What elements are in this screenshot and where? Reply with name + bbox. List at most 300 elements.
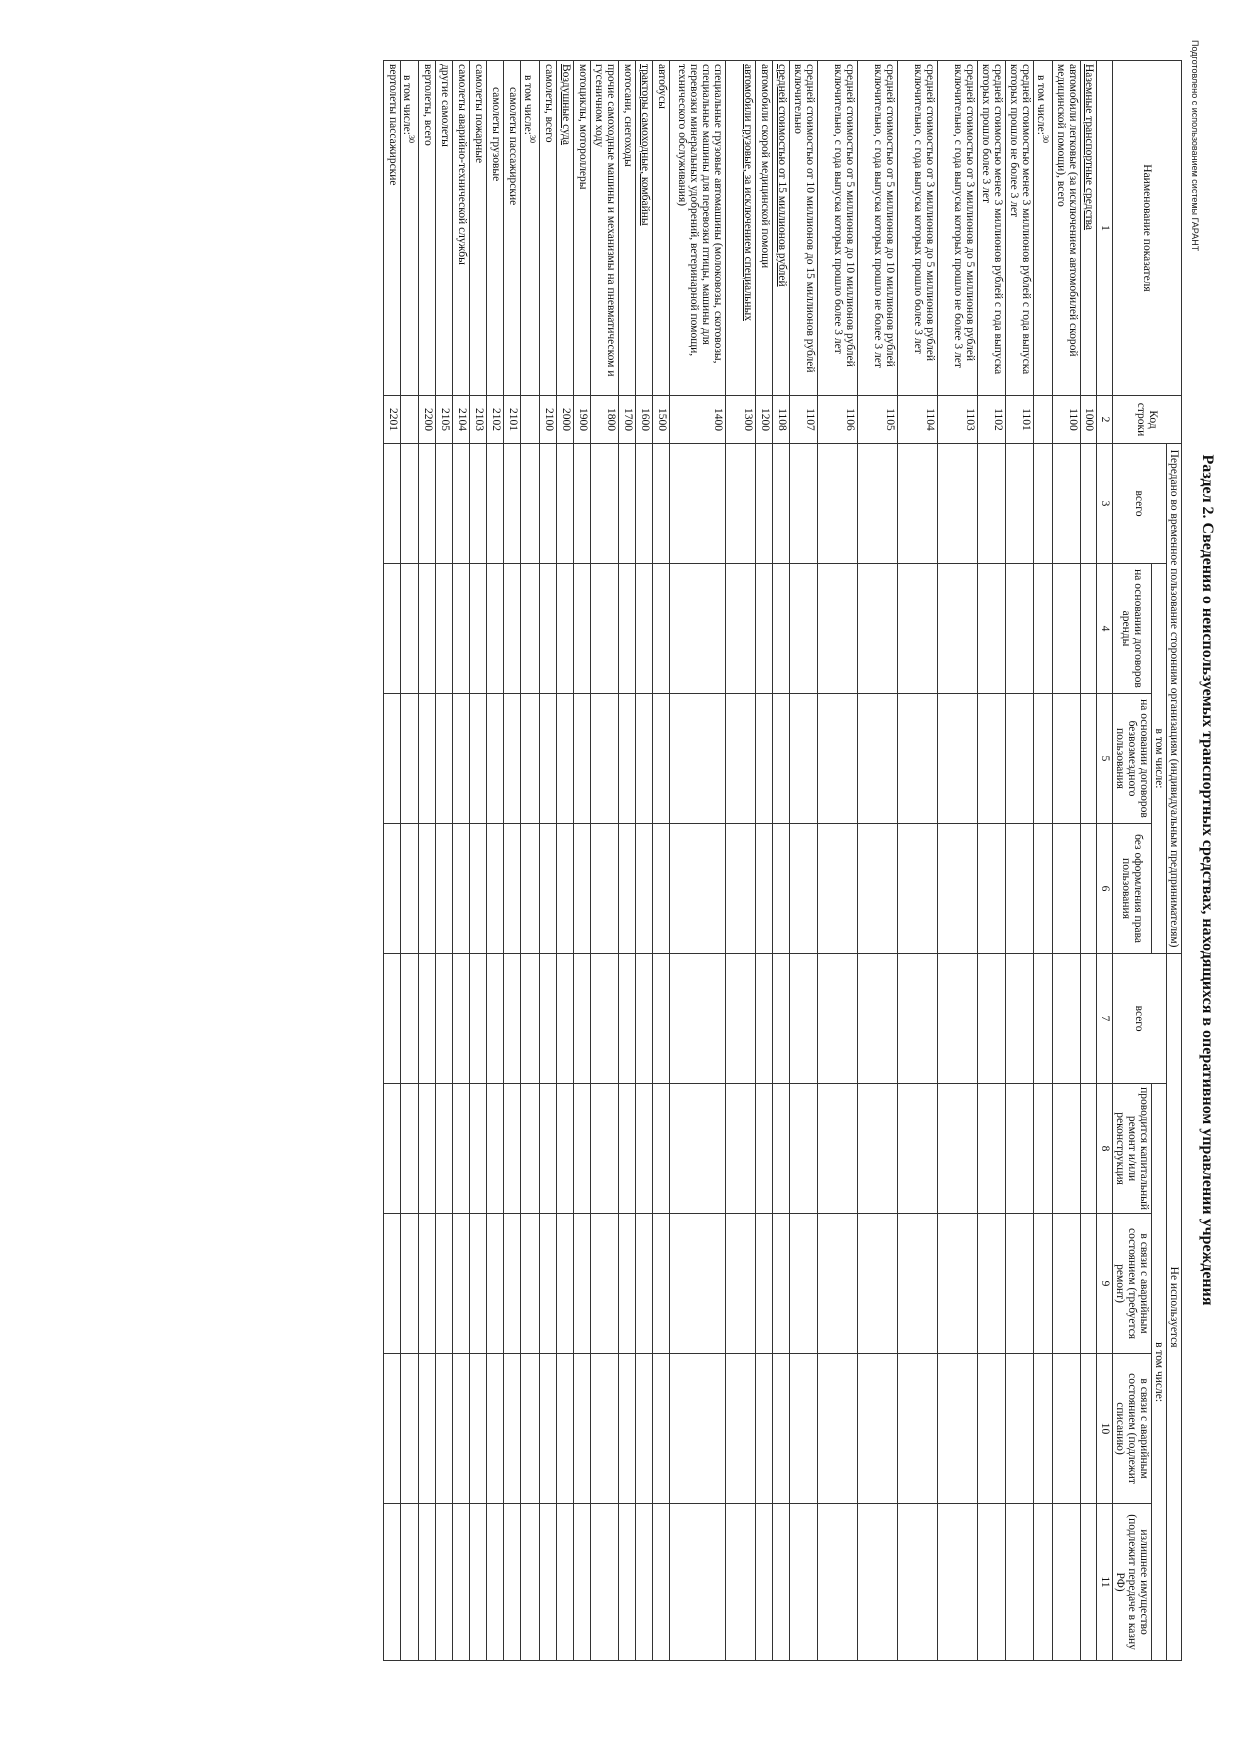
value-cell[interactable] <box>818 954 858 1084</box>
row-name-text: средней стоимостью от 3 миллионов до 5 миллионов рублей включительно, с года выпуска которых прошло не более 3 лет <box>952 64 977 368</box>
value-cell[interactable] <box>383 694 400 824</box>
value-cell[interactable] <box>574 1504 591 1661</box>
value-cell[interactable] <box>773 954 790 1084</box>
value-cell[interactable] <box>521 1084 540 1214</box>
value-cell[interactable] <box>653 824 670 954</box>
value-cell[interactable] <box>470 1354 487 1504</box>
value-cell[interactable] <box>470 694 487 824</box>
value-cell[interactable] <box>773 444 790 564</box>
value-cell[interactable] <box>383 1504 400 1661</box>
value-cell[interactable] <box>574 1214 591 1354</box>
value-cell[interactable] <box>470 1214 487 1354</box>
value-cell[interactable] <box>619 954 636 1084</box>
value-cell[interactable] <box>540 694 557 824</box>
value-cell[interactable] <box>574 1354 591 1504</box>
value-cell[interactable] <box>383 824 400 954</box>
value-cell[interactable] <box>1053 694 1081 824</box>
value-cell[interactable] <box>898 1084 938 1214</box>
value-cell[interactable] <box>670 694 726 824</box>
value-cell[interactable] <box>591 1354 619 1504</box>
value-cell[interactable] <box>1053 1214 1081 1354</box>
value-cell[interactable] <box>383 444 400 564</box>
value-cell[interactable] <box>591 954 619 1084</box>
value-cell[interactable] <box>487 694 504 824</box>
value-cell[interactable] <box>756 1084 773 1214</box>
value-cell[interactable] <box>419 694 436 824</box>
value-cell[interactable] <box>557 564 574 694</box>
value-cell[interactable] <box>591 1504 619 1661</box>
value-cell[interactable] <box>653 1504 670 1661</box>
value-cell[interactable] <box>773 1504 790 1661</box>
value-cell[interactable] <box>726 1084 756 1214</box>
value-cell[interactable] <box>400 694 419 824</box>
value-cell[interactable] <box>419 824 436 954</box>
value-cell[interactable] <box>773 1354 790 1504</box>
value-cell[interactable] <box>773 694 790 824</box>
value-cell[interactable] <box>470 564 487 694</box>
value-cell[interactable] <box>504 824 521 954</box>
value-cell[interactable] <box>756 694 773 824</box>
value-cell[interactable] <box>978 1354 1006 1504</box>
value-cell[interactable] <box>521 564 540 694</box>
value-cell[interactable] <box>938 824 978 954</box>
value-cell[interactable] <box>636 444 653 564</box>
value-cell[interactable] <box>726 824 756 954</box>
value-cell[interactable] <box>591 694 619 824</box>
value-cell[interactable] <box>1034 1084 1053 1214</box>
value-cell[interactable] <box>436 1504 453 1661</box>
value-cell[interactable] <box>653 954 670 1084</box>
value-cell[interactable] <box>1081 1354 1097 1504</box>
value-cell[interactable] <box>504 1084 521 1214</box>
value-cell[interactable] <box>1006 444 1034 564</box>
value-cell[interactable] <box>453 694 470 824</box>
value-cell[interactable] <box>670 824 726 954</box>
value-cell[interactable] <box>521 954 540 1084</box>
value-cell[interactable] <box>818 564 858 694</box>
value-cell[interactable] <box>1053 444 1081 564</box>
value-cell[interactable] <box>726 1504 756 1661</box>
value-cell[interactable] <box>636 824 653 954</box>
value-cell[interactable] <box>978 444 1006 564</box>
value-cell[interactable] <box>756 824 773 954</box>
value-cell[interactable] <box>419 1084 436 1214</box>
value-cell[interactable] <box>726 694 756 824</box>
row-indicator-name <box>1006 61 1034 396</box>
value-cell[interactable] <box>756 954 773 1084</box>
value-cell[interactable] <box>487 444 504 564</box>
value-cell[interactable] <box>470 954 487 1084</box>
value-cell[interactable] <box>818 1214 858 1354</box>
value-cell[interactable] <box>540 1504 557 1661</box>
value-cell[interactable] <box>1034 444 1053 564</box>
value-cell[interactable] <box>938 1504 978 1661</box>
value-cell[interactable] <box>1034 824 1053 954</box>
value-cell[interactable] <box>818 444 858 564</box>
value-cell[interactable] <box>636 564 653 694</box>
value-cell[interactable] <box>773 1214 790 1354</box>
value-cell[interactable] <box>619 444 636 564</box>
value-cell[interactable] <box>619 564 636 694</box>
value-cell[interactable] <box>818 1504 858 1661</box>
value-cell[interactable] <box>557 1504 574 1661</box>
row-indicator-name <box>504 61 521 396</box>
value-cell[interactable] <box>591 824 619 954</box>
value-cell[interactable] <box>938 444 978 564</box>
value-cell[interactable] <box>670 1084 726 1214</box>
value-cell[interactable] <box>898 564 938 694</box>
value-cell[interactable] <box>619 1354 636 1504</box>
row-code: 2104 <box>453 396 470 444</box>
row-name-text: автомобили скорой медицинской помощи <box>759 64 772 269</box>
value-cell[interactable] <box>436 824 453 954</box>
value-cell[interactable] <box>858 1354 898 1504</box>
value-cell[interactable] <box>504 1354 521 1504</box>
value-cell[interactable] <box>619 694 636 824</box>
value-cell[interactable] <box>818 1084 858 1214</box>
value-cell[interactable] <box>726 954 756 1084</box>
value-cell[interactable] <box>1034 954 1053 1084</box>
value-cell[interactable] <box>1006 1214 1034 1354</box>
value-cell[interactable] <box>790 1354 818 1504</box>
value-cell[interactable] <box>1006 1084 1034 1214</box>
value-cell[interactable] <box>436 694 453 824</box>
row-indicator-name <box>591 61 619 396</box>
value-cell[interactable] <box>773 824 790 954</box>
row-name-text: самолеты аварийно-технической службы <box>456 64 469 265</box>
value-cell[interactable] <box>487 564 504 694</box>
value-cell[interactable] <box>574 954 591 1084</box>
value-cell[interactable] <box>1081 1084 1097 1214</box>
value-cell[interactable] <box>773 1084 790 1214</box>
value-cell[interactable] <box>383 954 400 1084</box>
value-cell[interactable] <box>504 1214 521 1354</box>
value-cell[interactable] <box>858 824 898 954</box>
value-cell[interactable] <box>726 444 756 564</box>
value-cell[interactable] <box>1034 564 1053 694</box>
table-row <box>591 61 619 1661</box>
value-cell[interactable] <box>726 1214 756 1354</box>
value-cell[interactable] <box>487 1354 504 1504</box>
row-code: 1106 <box>818 396 858 444</box>
value-cell[interactable] <box>470 444 487 564</box>
value-cell[interactable] <box>1081 564 1097 694</box>
value-cell[interactable] <box>419 444 436 564</box>
row-code: 1101 <box>1006 396 1034 444</box>
value-cell[interactable] <box>574 824 591 954</box>
value-cell[interactable] <box>383 1084 400 1214</box>
value-cell[interactable] <box>419 564 436 694</box>
value-cell[interactable] <box>636 1504 653 1661</box>
value-cell[interactable] <box>978 564 1006 694</box>
value-cell[interactable] <box>670 1354 726 1504</box>
value-cell[interactable] <box>1034 1214 1053 1354</box>
row-name-text: самолеты грузовые <box>490 87 503 182</box>
value-cell[interactable] <box>400 824 419 954</box>
value-cell[interactable] <box>1081 1214 1097 1354</box>
value-cell[interactable] <box>978 1084 1006 1214</box>
value-cell[interactable] <box>858 564 898 694</box>
value-cell[interactable] <box>1034 1504 1053 1661</box>
value-cell[interactable] <box>619 824 636 954</box>
value-cell[interactable] <box>773 564 790 694</box>
value-cell[interactable] <box>383 564 400 694</box>
value-cell[interactable] <box>978 824 1006 954</box>
value-cell[interactable] <box>400 1214 419 1354</box>
value-cell[interactable] <box>400 1504 419 1661</box>
value-cell[interactable] <box>453 444 470 564</box>
value-cell[interactable] <box>436 954 453 1084</box>
value-cell[interactable] <box>591 564 619 694</box>
value-cell[interactable] <box>670 444 726 564</box>
value-cell[interactable] <box>540 1214 557 1354</box>
value-cell[interactable] <box>790 954 818 1084</box>
header-capital-repair: проводится капитальный ремонт и/или реконструкция <box>1113 1084 1152 1214</box>
value-cell[interactable] <box>858 1084 898 1214</box>
value-cell[interactable] <box>419 1504 436 1661</box>
value-cell[interactable] <box>557 1214 574 1354</box>
value-cell[interactable] <box>453 824 470 954</box>
value-cell[interactable] <box>1053 1084 1081 1214</box>
value-cell[interactable] <box>858 1504 898 1661</box>
value-cell[interactable] <box>636 954 653 1084</box>
value-cell[interactable] <box>619 1084 636 1214</box>
row-name-text: Наземные транспортные средства <box>1083 64 1095 231</box>
value-cell[interactable] <box>898 1354 938 1504</box>
value-cell[interactable] <box>653 1084 670 1214</box>
row-name-text: мотоциклы, мотороллеры <box>577 64 590 190</box>
value-cell[interactable] <box>436 1084 453 1214</box>
value-cell[interactable] <box>636 1354 653 1504</box>
value-cell[interactable] <box>790 1084 818 1214</box>
value-cell[interactable] <box>504 1504 521 1661</box>
value-cell[interactable] <box>540 824 557 954</box>
value-cell[interactable] <box>790 824 818 954</box>
value-cell[interactable] <box>470 1504 487 1661</box>
value-cell[interactable] <box>453 1214 470 1354</box>
value-cell[interactable] <box>504 564 521 694</box>
value-cell[interactable] <box>383 1214 400 1354</box>
value-cell[interactable] <box>487 954 504 1084</box>
value-cell[interactable] <box>470 824 487 954</box>
value-cell[interactable] <box>858 694 898 824</box>
header-not-used-total: всего <box>1113 954 1167 1084</box>
value-cell[interactable] <box>978 694 1006 824</box>
row-indicator-name <box>1053 61 1081 396</box>
value-cell[interactable] <box>653 564 670 694</box>
value-cell[interactable] <box>436 444 453 564</box>
value-cell[interactable] <box>619 1214 636 1354</box>
value-cell[interactable] <box>1081 444 1097 564</box>
value-cell[interactable] <box>1053 954 1081 1084</box>
value-cell[interactable] <box>1006 1504 1034 1661</box>
value-cell[interactable] <box>591 1214 619 1354</box>
value-cell[interactable] <box>504 694 521 824</box>
value-cell[interactable] <box>726 564 756 694</box>
value-cell[interactable] <box>978 1214 1006 1354</box>
value-cell[interactable] <box>978 954 1006 1084</box>
value-cell[interactable] <box>557 1084 574 1214</box>
value-cell[interactable] <box>453 954 470 1084</box>
value-cell[interactable] <box>898 824 938 954</box>
value-cell[interactable] <box>653 1354 670 1504</box>
value-cell[interactable] <box>938 564 978 694</box>
value-cell[interactable] <box>540 444 557 564</box>
value-cell[interactable] <box>978 1504 1006 1661</box>
value-cell[interactable] <box>653 1214 670 1354</box>
value-cell[interactable] <box>400 444 419 564</box>
value-cell[interactable] <box>521 444 540 564</box>
value-cell[interactable] <box>557 694 574 824</box>
value-cell[interactable] <box>487 824 504 954</box>
value-cell[interactable] <box>1034 1354 1053 1504</box>
value-cell[interactable] <box>436 1354 453 1504</box>
row-name-text: автомобили легковые (за исключением автомобилей скорой медицинской помощи), всего <box>1055 64 1079 357</box>
value-cell[interactable] <box>400 1084 419 1214</box>
value-cell[interactable] <box>636 1084 653 1214</box>
value-cell[interactable] <box>1006 694 1034 824</box>
value-cell[interactable] <box>1081 694 1097 824</box>
value-cell[interactable] <box>419 1354 436 1504</box>
value-cell[interactable] <box>790 1214 818 1354</box>
value-cell[interactable] <box>521 694 540 824</box>
value-cell[interactable] <box>470 1084 487 1214</box>
value-cell[interactable] <box>938 1354 978 1504</box>
column-number: 1 <box>1097 61 1113 396</box>
value-cell[interactable] <box>938 1084 978 1214</box>
row-indicator-name <box>670 61 726 396</box>
value-cell[interactable] <box>790 444 818 564</box>
value-cell[interactable] <box>1006 824 1034 954</box>
value-cell[interactable] <box>487 1214 504 1354</box>
value-cell[interactable] <box>636 694 653 824</box>
value-cell[interactable] <box>938 1214 978 1354</box>
value-cell[interactable] <box>1081 1504 1097 1661</box>
value-cell[interactable] <box>419 954 436 1084</box>
value-cell[interactable] <box>1034 694 1053 824</box>
value-cell[interactable] <box>858 954 898 1084</box>
value-cell[interactable] <box>858 1214 898 1354</box>
value-cell[interactable] <box>1081 954 1097 1084</box>
value-cell[interactable] <box>591 444 619 564</box>
value-cell[interactable] <box>574 564 591 694</box>
value-cell[interactable] <box>653 444 670 564</box>
value-cell[interactable] <box>898 954 938 1084</box>
value-cell[interactable] <box>540 1084 557 1214</box>
header-emergency-repair: в связи с аварийным состоянием (требуется ремонт) <box>1113 1214 1152 1354</box>
value-cell[interactable] <box>898 694 938 824</box>
value-cell[interactable] <box>653 694 670 824</box>
value-cell[interactable] <box>400 1354 419 1504</box>
value-cell[interactable] <box>938 694 978 824</box>
value-cell[interactable] <box>1053 564 1081 694</box>
value-cell[interactable] <box>557 1354 574 1504</box>
value-cell[interactable] <box>818 1354 858 1504</box>
value-cell[interactable] <box>818 824 858 954</box>
value-cell[interactable] <box>574 694 591 824</box>
value-cell[interactable] <box>540 564 557 694</box>
column-number: 11 <box>1097 1504 1113 1661</box>
value-cell[interactable] <box>790 564 818 694</box>
value-cell[interactable] <box>453 1504 470 1661</box>
value-cell[interactable] <box>1053 1504 1081 1661</box>
document-page <box>62 0 1242 1700</box>
value-cell[interactable] <box>898 1214 938 1354</box>
value-cell[interactable] <box>487 1504 504 1661</box>
value-cell[interactable] <box>756 564 773 694</box>
column-number: 5 <box>1097 694 1113 824</box>
value-cell[interactable] <box>898 444 938 564</box>
value-cell[interactable] <box>453 1354 470 1504</box>
value-cell[interactable] <box>383 1354 400 1504</box>
value-cell[interactable] <box>419 1214 436 1354</box>
value-cell[interactable] <box>557 954 574 1084</box>
value-cell[interactable] <box>1081 824 1097 954</box>
value-cell[interactable] <box>521 1214 540 1354</box>
value-cell[interactable] <box>504 444 521 564</box>
table-row <box>773 61 790 1661</box>
value-cell[interactable] <box>790 1504 818 1661</box>
value-cell[interactable] <box>756 1504 773 1661</box>
value-cell[interactable] <box>540 954 557 1084</box>
value-cell[interactable] <box>670 564 726 694</box>
value-cell[interactable] <box>818 694 858 824</box>
value-cell[interactable] <box>670 1214 726 1354</box>
value-cell[interactable] <box>521 1354 540 1504</box>
value-cell[interactable] <box>1006 564 1034 694</box>
row-indicator-name <box>487 61 504 396</box>
table-row <box>1081 61 1097 1661</box>
value-cell[interactable] <box>756 1214 773 1354</box>
value-cell[interactable] <box>1053 1354 1081 1504</box>
table-row <box>521 61 540 1661</box>
value-cell[interactable] <box>453 564 470 694</box>
value-cell[interactable] <box>521 824 540 954</box>
value-cell[interactable] <box>670 1504 726 1661</box>
value-cell[interactable] <box>436 564 453 694</box>
value-cell[interactable] <box>400 564 419 694</box>
value-cell[interactable] <box>540 1354 557 1504</box>
value-cell[interactable] <box>790 694 818 824</box>
value-cell[interactable] <box>670 954 726 1084</box>
value-cell[interactable] <box>726 1354 756 1504</box>
value-cell[interactable] <box>453 1084 470 1214</box>
value-cell[interactable] <box>1006 954 1034 1084</box>
value-cell[interactable] <box>858 444 898 564</box>
value-cell[interactable] <box>574 1084 591 1214</box>
value-cell[interactable] <box>574 444 591 564</box>
value-cell[interactable] <box>487 1084 504 1214</box>
value-cell[interactable] <box>756 1354 773 1504</box>
value-cell[interactable] <box>400 954 419 1084</box>
column-numbers-row <box>1097 61 1113 1661</box>
value-cell[interactable] <box>636 1214 653 1354</box>
value-cell[interactable] <box>557 444 574 564</box>
value-cell[interactable] <box>756 444 773 564</box>
value-cell[interactable] <box>504 954 521 1084</box>
value-cell[interactable] <box>436 1214 453 1354</box>
value-cell[interactable] <box>521 1504 540 1661</box>
value-cell[interactable] <box>898 1504 938 1661</box>
value-cell[interactable] <box>591 1084 619 1214</box>
value-cell[interactable] <box>1006 1354 1034 1504</box>
value-cell[interactable] <box>619 1504 636 1661</box>
column-number: 3 <box>1097 444 1113 564</box>
row-indicator-name <box>436 61 453 396</box>
value-cell[interactable] <box>1053 824 1081 954</box>
value-cell[interactable] <box>938 954 978 1084</box>
value-cell[interactable] <box>557 824 574 954</box>
